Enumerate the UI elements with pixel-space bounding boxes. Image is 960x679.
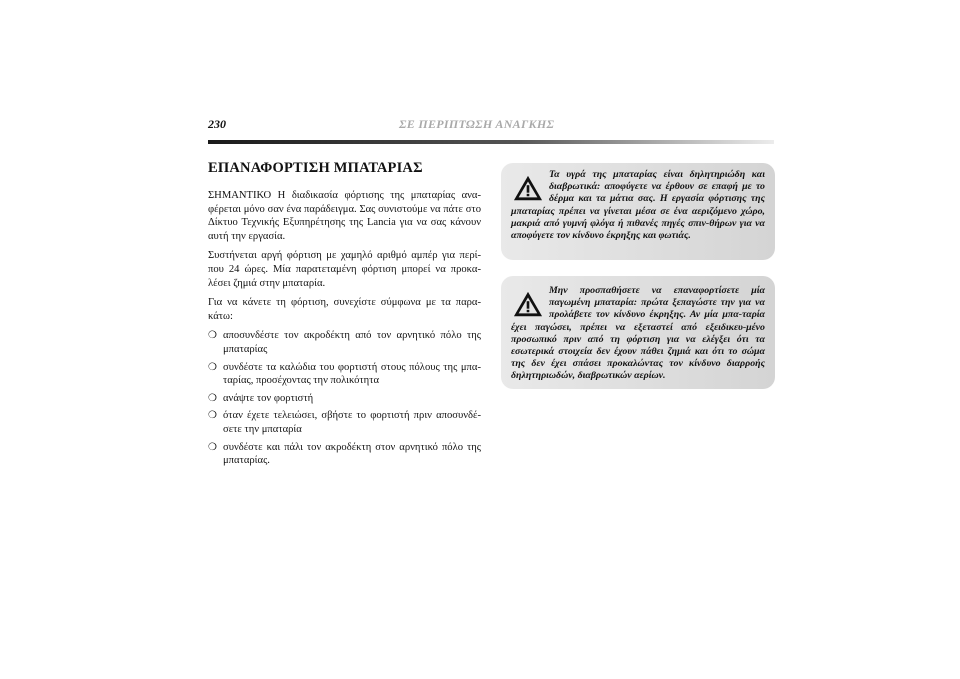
bullet-circle-icon: ❍: [208, 361, 217, 373]
paragraph-slow-charge: Συστήνεται αργή φόρτιση με χαμηλό αριθμό αμπέρ για περί-που 24 ώρες. Μία παρατεταμένη φόρτιση μπορεί να προκα-λέσει ζημιά στην μπαταρία.: [208, 250, 481, 289]
page-number: 230: [208, 117, 226, 131]
step-text: ανάψτε τον φορτιστή: [223, 392, 314, 404]
bullet-circle-icon: ❍: [208, 330, 217, 342]
warning-box-frozen: [501, 276, 775, 389]
step-text: συνδέστε και πάλι τον ακροδέκτη στον αρνητικό πόλο της μπαταρίας.: [223, 441, 481, 467]
list-item: [208, 409, 481, 436]
paragraph-procedure-intro: Για να κάνετε τη φόρτιση, συνεχίστε σύμφωνα με τα παρα-κάτω:: [208, 297, 481, 322]
section-title: ΣΕ ΠΕΡΙΠΤΩΣΗ ΑΝΑΓΚΗΣ: [399, 117, 555, 131]
list-item: [208, 392, 481, 406]
step-text: αποσυνδέστε τον ακροδέκτη από τον αρνητικό πόλο της μπαταρίας: [223, 330, 481, 355]
main-column: [208, 160, 481, 472]
bullet-circle-icon: ❍: [208, 441, 217, 453]
paragraph-important: ΣΗΜΑΝΤΙΚΟ Η διαδικασία φόρτισης της μπαταρίας ανα-φέρεται μόνο σαν ένα παράδειγμα. Σας συνιστούμε να πάτε στο Δίκτυο Τεχνικής Εξυπηρέτησης της Lancia για να σας κάνουν αυτή την εργασία.: [208, 190, 481, 242]
warning-box-acid: [501, 163, 775, 260]
step-text: συνδέστε τα καλώδια του φορτιστή στους πόλους της μπα-ταρίας, προσέχοντας την πολικότητα: [223, 361, 481, 387]
warning-triangle-icon: [513, 289, 543, 319]
bullet-circle-icon: ❍: [208, 392, 217, 404]
steps-list: [208, 329, 481, 467]
bullet-circle-icon: ❍: [208, 410, 217, 422]
page-title: ΕΠΑΝΑΦΟΡΤΙΣΗ ΜΠΑΤΑΡΙΑΣ: [208, 160, 423, 176]
list-item: [208, 329, 481, 356]
list-item: [208, 441, 481, 468]
step-text: όταν έχετε τελειώσει, σβήστε το φορτιστή πριν αποσυνδέ-σετε την μπαταρία: [223, 410, 481, 435]
list-item: [208, 361, 481, 388]
warning-triangle-icon: [513, 173, 543, 203]
warning-text: Τα υγρά της μπαταρίας είναι δηλητηριώδη και διαβρωτικά: αποφύγετε να έρθουν σε επαφή με το δέρμα και τα μάτια σας. Η εργασία φόρτισης της μπαταρίας πρέπει να γίνεται μέσα σε ένα αεριζόμενο χώρο, μακριά από γυμνή φλόγα ή πιθανές πηγές σπιν-θήρων για να αποφύγετε τον κίνδυνο έκρηξης και φωτιάς.: [511, 169, 765, 242]
header-rule: [208, 140, 774, 144]
page-header: [208, 117, 774, 137]
warning-text: Μην προσπαθήσετε να επαναφορτίσετε μία παγωμένη μπαταρία: πρώτα ξεπαγώστε την για να προλάβετε τον κίνδυνο έκρηξης. Αν μία μπα-ταρία έχει παγώσει, πρέπει να εξεταστεί από εξειδικευ-μένο προσωπικό πριν από τη φόρτιση για να ελέγξει ότι τα εσωτερικά στοιχεία δεν έχουν πάθει ζημιά και ότι το σώμα της δεν έχει σπάσει προκαλώντας τον κίνδυνο διαρροής δηλητηριωδών, διαβρωτικών αερίων.: [511, 285, 765, 382]
